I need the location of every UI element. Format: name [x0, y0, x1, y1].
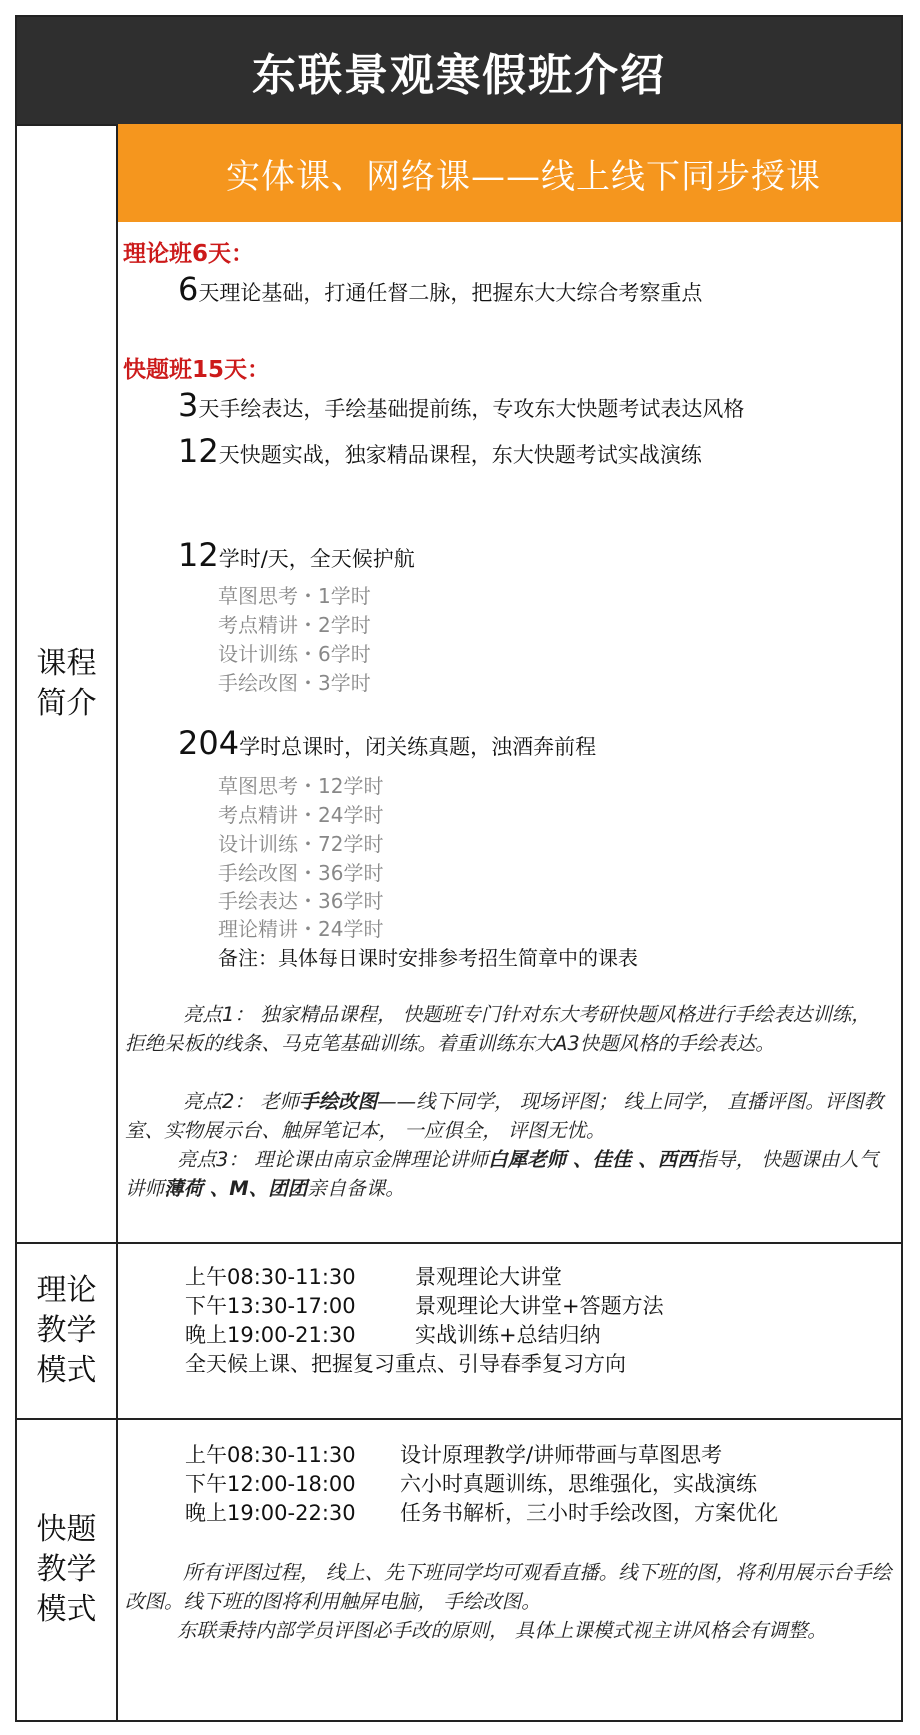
- column-divider: [116, 124, 118, 1720]
- total-item: 考点精讲・24学时: [218, 803, 384, 827]
- quick-schedule-row: [185, 1468, 757, 1498]
- daily-item: 考点精讲・2学时: [218, 613, 371, 637]
- daily-item: 设计训练・6学时: [218, 642, 371, 666]
- theory-schedule-row: [185, 1290, 664, 1320]
- total-hours-line: [178, 724, 596, 762]
- quick-note-2: 东联秉持内部学员评图必手改的原则， 具体上课模式视主讲风格会有调整。: [177, 1619, 827, 1642]
- intro-table: [15, 15, 903, 1722]
- quick-note-1: 所有评图过程， 线上、先下班同学均可观看直播。线下班的图，将利用展示台手绘改图。线下班的图将利用触屏电脑， 手绘改图。: [125, 1561, 892, 1613]
- total-item: 手绘表达・36学时: [218, 889, 384, 913]
- total-item: 手绘改图・36学时: [218, 861, 384, 885]
- desc: 任务书解析，三小时手绘改图，方案优化: [400, 1501, 778, 1525]
- theory-schedule-row: [185, 1261, 562, 1291]
- total-item: 草图思考・12学时: [218, 774, 384, 798]
- total-item: 设计训练・72学时: [218, 832, 384, 856]
- highlight-text: 亮点2： 老师: [183, 1090, 300, 1113]
- theory-schedule-row: [185, 1319, 601, 1349]
- time: 下午12:00-18:00: [185, 1472, 356, 1496]
- quick-class-line: [178, 386, 744, 424]
- time: 上午08:30-11:30: [185, 1265, 356, 1289]
- daily-item: 草图思考・1学时: [218, 584, 371, 608]
- total-item: 理论精讲・24学时: [218, 917, 384, 941]
- line-text: 天手绘表达，手绘基础提前练，专攻东大快题考试表达风格: [198, 397, 745, 421]
- highlight-bold: 手绘改图: [299, 1090, 378, 1113]
- highlight-text: 亮点3： 理论课由南京金牌理论讲师: [177, 1148, 489, 1171]
- quick-schedule-row: [185, 1497, 778, 1527]
- highlight-3: [125, 1145, 895, 1203]
- line-text: 学时总课时，闭关练真题，浊酒奔前程: [239, 735, 597, 759]
- time: 上午08:30-11:30: [185, 1443, 356, 1467]
- desc: 设计原理教学/讲师带画与草图思考: [400, 1443, 723, 1467]
- daily-item: 手绘改图・3学时: [218, 671, 371, 695]
- time: 晚上19:00-22:30: [185, 1501, 356, 1525]
- line-number: 12: [178, 432, 219, 470]
- theory-class-heading: 理论班6天：: [123, 241, 255, 267]
- section-label-theory: 理论 教学 模式: [36, 1273, 97, 1388]
- line-number: 3: [178, 386, 199, 424]
- section-label-quick: 快题 教学 模式: [36, 1512, 97, 1627]
- line-text: 天快题实战，独家精品课程，东大快题考试实战演练: [218, 443, 702, 467]
- highlight-text: 指导， 快题课由人气讲师: [125, 1148, 879, 1200]
- theory-class-line: [178, 270, 702, 308]
- line-text: 学时/天，全天候护航: [218, 547, 415, 571]
- daily-hours-line: [178, 536, 415, 574]
- line-number: 12: [178, 536, 219, 574]
- quick-class-line: [178, 432, 702, 470]
- desc: 六小时真题训练，思维强化，实战演练: [400, 1472, 757, 1496]
- desc: 景观理论大讲堂: [415, 1265, 562, 1289]
- time: 下午13:30-17:00: [185, 1294, 356, 1318]
- theory-footer: 全天候上课、把握复习重点、引导春季复习方向: [185, 1352, 626, 1376]
- quick-class-heading: 快题班15天：: [123, 357, 271, 383]
- section-label-course: 课程 简介: [36, 646, 97, 721]
- line-text: 天理论基础，打通任督二脉，把握东大大综合考察重点: [198, 281, 703, 305]
- highlight-text: 亲自备课。: [307, 1177, 405, 1200]
- line-number: 204: [178, 724, 240, 762]
- highlight-1: 亮点1： 独家精品课程， 快题班专门针对东大考研快题风格进行手绘表达训练， 拒绝呆板的线条、马克笔基础训练。着重训练东大A3快题风格的手绘表达。: [125, 1003, 871, 1055]
- highlight-bold: 薄荷 、M、团团: [164, 1177, 308, 1200]
- highlight-2: [125, 1087, 895, 1145]
- highlight-bold: 白犀老师 、佳佳 、西西: [488, 1148, 697, 1171]
- page-title: 东联景观寒假班介绍: [17, 17, 901, 124]
- line-number: 6: [178, 270, 199, 308]
- desc: 景观理论大讲堂+答题方法: [415, 1294, 664, 1318]
- highlight-text: ——线下同学， 现场评图； 线上同学， 直播评图。评图教室、实物展示台、触屏笔记本， 一应俱全， 评图无忧。: [125, 1090, 884, 1142]
- divider: [17, 1242, 901, 1244]
- banner: 实体课、网络课——线上线下同步授课: [118, 124, 901, 222]
- time: 晚上19:00-21:30: [185, 1323, 356, 1347]
- divider: [17, 1418, 901, 1420]
- desc: 实战训练+总结归纳: [415, 1323, 601, 1347]
- quick-schedule-row: [185, 1439, 722, 1469]
- schedule-note: 备注：具体每日课时安排参考招生简章中的课表: [218, 946, 638, 970]
